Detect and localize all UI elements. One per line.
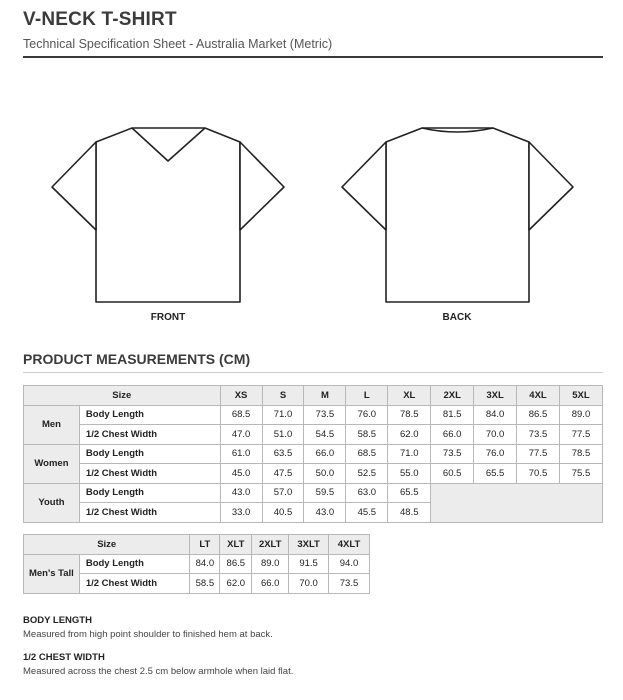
table-cell: 60.5 [431, 464, 474, 484]
table-cell: 63.5 [262, 444, 304, 464]
size-header: Size [24, 386, 221, 406]
size-column-header: 2XLT [252, 535, 289, 555]
table-cell: 73.5 [329, 574, 370, 594]
body-length-note-title: BODY LENGTH [23, 615, 92, 626]
table-cell: 66.0 [304, 444, 346, 464]
table-cell: 78.5 [559, 444, 602, 464]
metric-label: 1/2 Chest Width [79, 574, 190, 594]
size-column-header: 3XLT [289, 535, 329, 555]
back-label: BACK [442, 312, 472, 323]
table-cell: 61.0 [220, 444, 262, 464]
size-column-header: S [262, 386, 304, 406]
size-column-header: 4XL [517, 386, 560, 406]
section-title: PRODUCT MEASUREMENTS (CM) [23, 351, 251, 367]
front-label: FRONT [150, 312, 186, 323]
size-column-header: LT [190, 535, 220, 555]
table-cell: 43.0 [304, 503, 346, 523]
size-column-header: 2XL [431, 386, 474, 406]
metric-label: 1/2 Chest Width [79, 425, 220, 445]
page-subtitle: Technical Specification Sheet - Australia Market (Metric) [23, 37, 333, 51]
table-cell: 58.5 [346, 425, 388, 445]
table-cell: 62.0 [220, 574, 252, 594]
table-cell: 50.0 [304, 464, 346, 484]
table-row [24, 483, 603, 503]
table-cell: 43.0 [220, 483, 262, 503]
front-tshirt-drawing [52, 128, 284, 302]
page-title: V-NECK T-SHIRT [23, 9, 177, 30]
table-cell: 84.0 [190, 554, 220, 574]
table-cell: 55.0 [388, 464, 431, 484]
table-cell: 52.5 [346, 464, 388, 484]
table-row [24, 425, 603, 445]
table-cell: 68.5 [220, 405, 262, 425]
table-cell: 62.0 [388, 425, 431, 445]
metric-label: 1/2 Chest Width [79, 464, 220, 484]
back-tshirt-drawing [342, 128, 573, 302]
table-cell: 84.0 [474, 405, 517, 425]
table-cell: 66.0 [252, 574, 289, 594]
table-cell: 77.5 [517, 444, 560, 464]
chest-width-note-text: Measured across the chest 2.5 cm below armhole when laid flat. [23, 666, 294, 677]
table-cell: 76.0 [474, 444, 517, 464]
table-cell: 54.5 [304, 425, 346, 445]
table-cell: 65.5 [474, 464, 517, 484]
table-cell: 59.5 [304, 483, 346, 503]
table-cell: 48.5 [388, 503, 431, 523]
table-cell: 45.0 [220, 464, 262, 484]
table-cell: 65.5 [388, 483, 431, 503]
section-divider [23, 372, 603, 373]
table-cell: 45.5 [346, 503, 388, 523]
table-cell: 89.0 [252, 554, 289, 574]
table-cell: 66.0 [431, 425, 474, 445]
table-cell: 47.0 [220, 425, 262, 445]
table-cell: 76.0 [346, 405, 388, 425]
size-column-header: 5XL [559, 386, 602, 406]
table-cell: 73.5 [304, 405, 346, 425]
group-label: Women [24, 444, 80, 483]
size-column-header: M [304, 386, 346, 406]
size-column-header: 3XL [474, 386, 517, 406]
table-cell: 77.5 [559, 425, 602, 445]
measurements-table [23, 385, 603, 523]
body-length-note-text: Measured from high point shoulder to finished hem at back. [23, 629, 273, 640]
table-cell: 40.5 [262, 503, 304, 523]
table-cell: 57.0 [262, 483, 304, 503]
table-row [24, 554, 370, 574]
group-label: Men [24, 405, 80, 444]
group-label: Men's Tall [24, 554, 80, 593]
size-column-header: XL [388, 386, 431, 406]
table-cell: 71.0 [262, 405, 304, 425]
metric-label: Body Length [79, 405, 220, 425]
metric-label: 1/2 Chest Width [79, 503, 220, 523]
table-cell: 70.0 [474, 425, 517, 445]
table-cell: 71.0 [388, 444, 431, 464]
metric-label: Body Length [79, 483, 220, 503]
chest-width-note-title: 1/2 CHEST WIDTH [23, 652, 105, 663]
size-column-header: L [346, 386, 388, 406]
table-cell: 58.5 [190, 574, 220, 594]
table-cell: 70.0 [289, 574, 329, 594]
table-header-row [24, 386, 603, 406]
table-cell: 70.5 [517, 464, 560, 484]
table-row [24, 405, 603, 425]
table-row [24, 444, 603, 464]
size-column-header: XS [220, 386, 262, 406]
header-divider [23, 56, 603, 58]
table-cell: 51.0 [262, 425, 304, 445]
empty-cell [431, 483, 603, 522]
table-cell: 89.0 [559, 405, 602, 425]
table-cell: 75.5 [559, 464, 602, 484]
table-cell: 81.5 [431, 405, 474, 425]
size-column-header: XLT [220, 535, 252, 555]
metric-label: Body Length [79, 444, 220, 464]
table-cell: 78.5 [388, 405, 431, 425]
table-cell: 73.5 [517, 425, 560, 445]
table-cell: 73.5 [431, 444, 474, 464]
table-cell: 33.0 [220, 503, 262, 523]
table-cell: 94.0 [329, 554, 370, 574]
table-cell: 86.5 [220, 554, 252, 574]
size-header: Size [24, 535, 190, 555]
metric-label: Body Length [79, 554, 190, 574]
table-cell: 86.5 [517, 405, 560, 425]
table-header-row [24, 535, 370, 555]
table-cell: 63.0 [346, 483, 388, 503]
size-column-header: 4XLT [329, 535, 370, 555]
table-row [24, 464, 603, 484]
tshirt-drawings [0, 120, 623, 310]
tall-measurements-table [23, 534, 370, 594]
table-cell: 91.5 [289, 554, 329, 574]
group-label: Youth [24, 483, 80, 522]
table-cell: 68.5 [346, 444, 388, 464]
table-cell: 47.5 [262, 464, 304, 484]
